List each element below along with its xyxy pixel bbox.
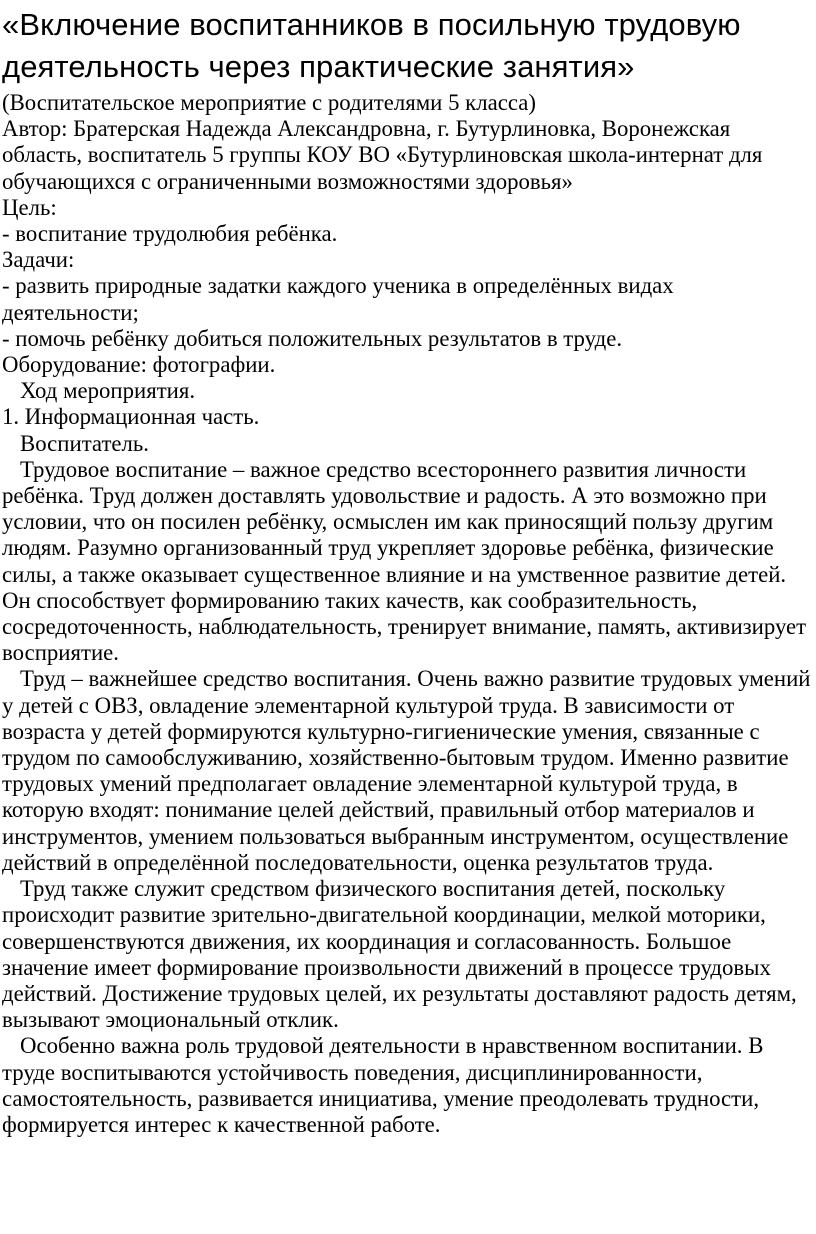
body-paragraph-2: Труд – важнейшее средство воспитания. Очень важно развитие трудовых умений у детей с ОВЗ, овладение элементарной культурой труда. В зависимости от возраста у детей формируются культурно-гигиенические умения, связанные с трудом по самообслуживанию, хозяйственно-бытовым трудом. Именно развитие трудовых умений предполагает овладение элементарной культурой труда, в которую входят: понимание целей действий, правильный отбор материалов и инструментов, умением пользоваться выбранным инструментом, осуществление действий в определённой последовательности, оценка результатов труда. [2,666,811,875]
task-item-2: - помочь ребёнку добиться положительных результатов в труде. [2,325,623,351]
goal-heading: Цель: [2,194,57,220]
speaker-label: Воспитатель. [20,430,150,456]
body-paragraph-3: Труд также служит средством физического воспитания детей, поскольку происходит развитие зрительно-двигательной координации, мелкой моторики, совершенствуются движения, их координация и согласованность. Большое значение имеет формирование произвольности движений в процессе трудовых действий. Достижение трудовых целей, их результаты доставляют радость детям, вызывают эмоциональный отклик. [2,876,797,1033]
goal-item: - воспитание трудолюбия ребёнка. [2,221,338,247]
document-subtitle: (Воспитательское мероприятие с родителями 5 класса) [2,90,536,115]
tasks-heading: Задачи: [2,247,75,273]
body-paragraph-1: Трудовое воспитание – важное средство всестороннего развития личности ребёнка. Труд должен доставлять удовольствие и радость. А это возможно при условии, что он посилен ребёнку, осмыслен им как приносящий пользу другим людям. Разумно организованный труд укрепляет здоровье ребёнка, физические силы, а также оказывает существенное влияние и на умственное развитие детей. Он способствует формированию таких качеств, как сообразительность, сосредоточенность, наблюдательность, тренирует внимание, память, активизирует восприятие. [2,456,807,666]
document-title: «Включение воспитанников в посильную трудовую деятельность через практические занятия» [2,7,741,84]
course-heading: Ход мероприятия. [20,378,196,404]
task-item-1: - развить природные задатки каждого ученика в определённых видах деятельности; [2,273,674,325]
section-heading-1: 1. Информационная часть. [2,404,260,430]
body-paragraph-4: Особенно важна роль трудовой деятельности в нравственном воспитании. В труде воспитываются устойчивость поведения, дисциплинированности, самостоятельность, развивается инициатива, умение преодолевать трудности, формируется интерес к качественной работе. [2,1033,764,1137]
document-author: Автор: Братерская Надежда Александровна, г. Бутурлиновка, Воронежская область, воспитатель 5 группы КОУ ВО «Бутурлиновская школа-интернат для обучающихся с ограниченными возможностями здоровья» [2,116,763,194]
equipment-line: Оборудование: фотографии. [2,352,276,378]
